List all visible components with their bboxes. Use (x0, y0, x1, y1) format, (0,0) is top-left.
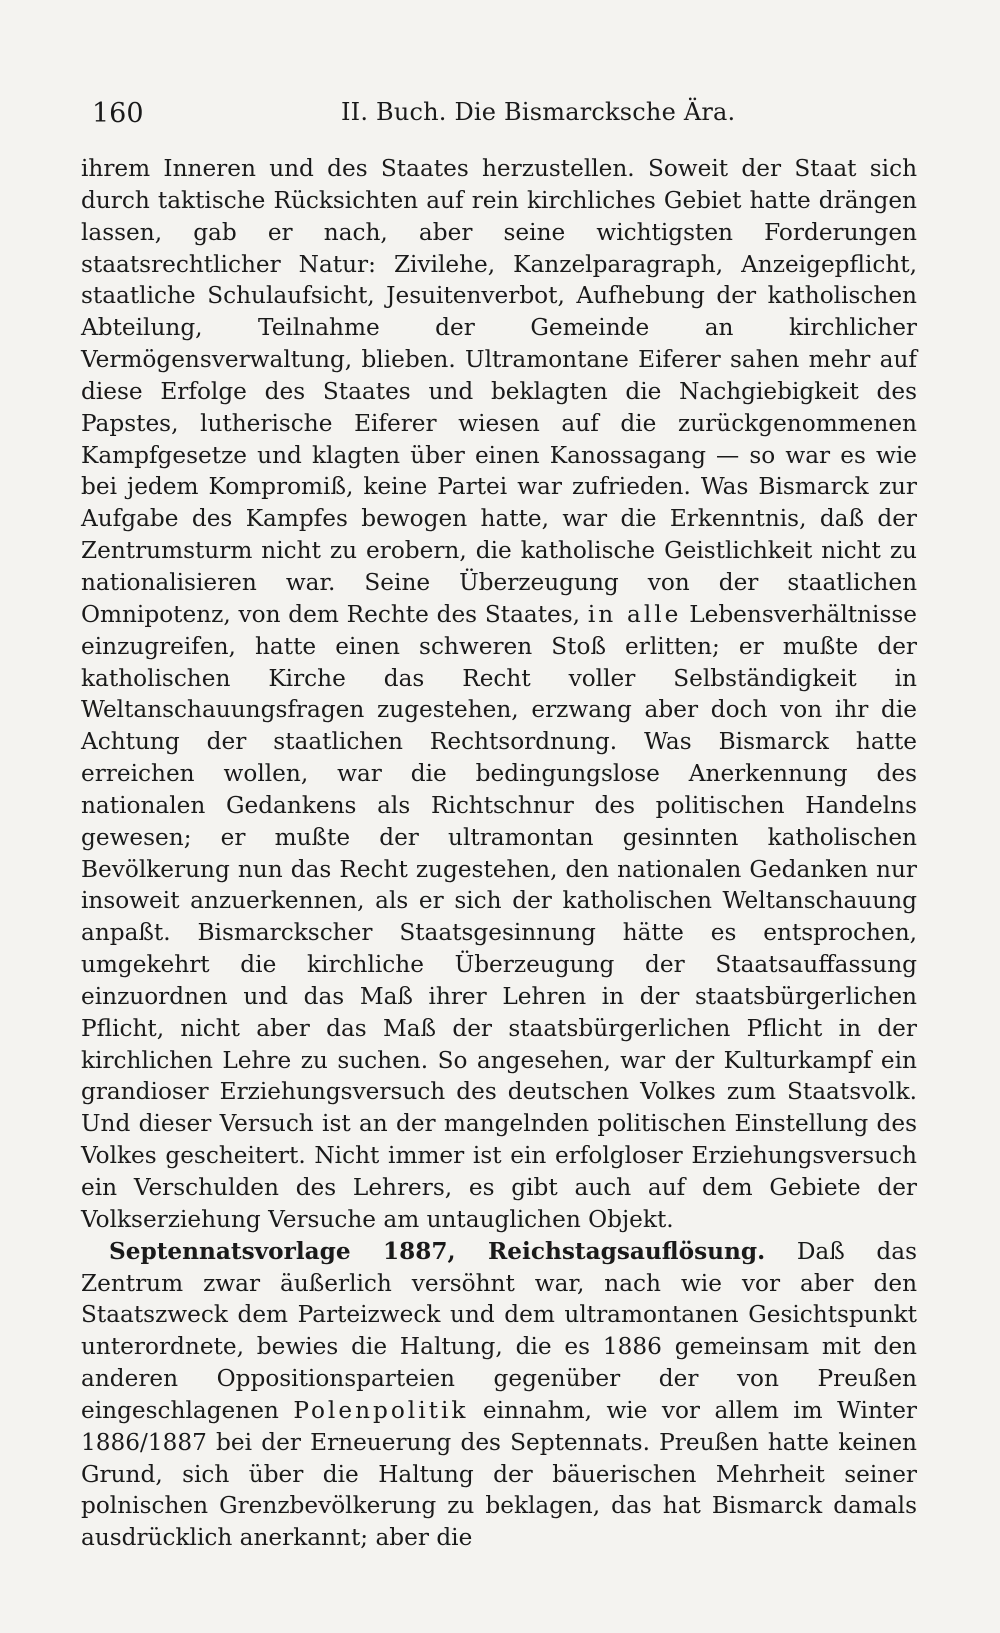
page-number: 160 (92, 98, 144, 129)
paragraph (81, 1236, 917, 1554)
section-heading: Septennatsvorlage 1887, Reichstagsauflösung. (109, 1237, 766, 1265)
spaced-emphasis: Polenpolitik (293, 1396, 469, 1424)
paragraph-text: Daß das Zentrum zwar äußerlich versöhnt war, nach wie vor aber den Staatszweck dem Parteizweck und dem ultramontanen Gesichtspunkt unterordnete, bewies die Haltung, die es 1886 gemeinsam mit den anderen Oppositionsparteien gegenüber der von Preußen eingeschlagenen (81, 1237, 917, 1424)
running-head: II. Buch. Die Bismarcksche Ära. (341, 98, 736, 126)
paragraph-text: einnahm, wie vor allem im Winter 1886/1887 bei der Erneuerung des Septennats. Preußen hatte keinen Grund, sich über die Haltung der bäuerischen Mehrheit seiner polnischen Grenzbevölkerung zu beklagen, das hat Bismarck damals ausdrücklich anerkannt; aber die (81, 1396, 918, 1552)
body-text (81, 153, 917, 1554)
paragraph-text: ihrem Inneren und des Staates herzustellen. Soweit der Staat sich durch taktische Rücksichten auf rein kirchliches Gebiet hatte drängen lassen, gab er nach, aber seine wichtigsten Forderungen staatsrechtlicher Natur: Zivilehe, Kanzelparagraph, Anzeigepflicht, staatliche Schulaufsicht, Jesuitenverbot, Aufhebung der katholischen Abteilung, Teilnahme der Gemeinde an kirchlicher Vermögensverwaltung, blieben. Ultramontane Eiferer sahen mehr auf diese Erfolge des Staates und beklagten die Nachgiebigkeit des Papstes, lutherische Eiferer wiesen auf die zurückgenommenen Kampfgesetze und klagten über einen Kanossagang — so war es wie bei jedem Kompromiß, keine Partei war zufrieden. Was Bismarck zur Aufgabe des Kampfes bewogen hatte, war die Erkenntnis, daß der Zentrumsturm nicht zu erobern, die katholische Geistlichkeit nicht zu nationalisieren war. Seine Überzeugung von der staatlichen Omnipotenz, von dem Rechte des Staates, (81, 155, 917, 628)
paragraph (81, 153, 917, 1236)
spaced-emphasis: in alle (587, 600, 682, 628)
page-header (88, 92, 902, 132)
paragraph-text: Lebensverhältnisse einzugreifen, hatte einen schweren Stoß erlitten; er mußte der katholischen Kirche das Recht voller Selbständigkeit in Weltanschauungsfragen zugestehen, erzwang aber doch von ihr die Achtung der staatlichen Rechtsordnung. Was Bismarck hatte erreichen wollen, war die bedingungslose Anerkennung des nationalen Gedankens als Richtschnur des politischen Handelns gewesen; er mußte der ultramontan gesinnten katholischen Bevölkerung nun das Recht zugestehen, den nationalen Gedanken nur insoweit anzuerkennen, als er sich der katholischen Weltanschauung anpaßt. Bismarckscher Staatsgesinnung hätte es entsprochen, umgekehrt die kirchliche Überzeugung der Staatsauffassung einzuordnen und das Maß ihrer Lehren in der staatsbürgerlichen Pflicht, nicht aber das Maß der staatsbürgerlichen Pflicht in der kirchlichen Lehre zu suchen. So angesehen, war der Kulturkampf ein grandioser Erziehungsversuch des deutschen Volkes zum Staatsvolk. Und dieser Versuch ist an der mangelnden politischen Einstellung des Volkes gescheitert. Nicht immer ist ein erfolgloser Erziehungsversuch ein Verschulden des Lehrers, es gibt auch auf dem Gebiete der Volkserziehung Versuche am untauglichen Objekt. (81, 600, 917, 1233)
